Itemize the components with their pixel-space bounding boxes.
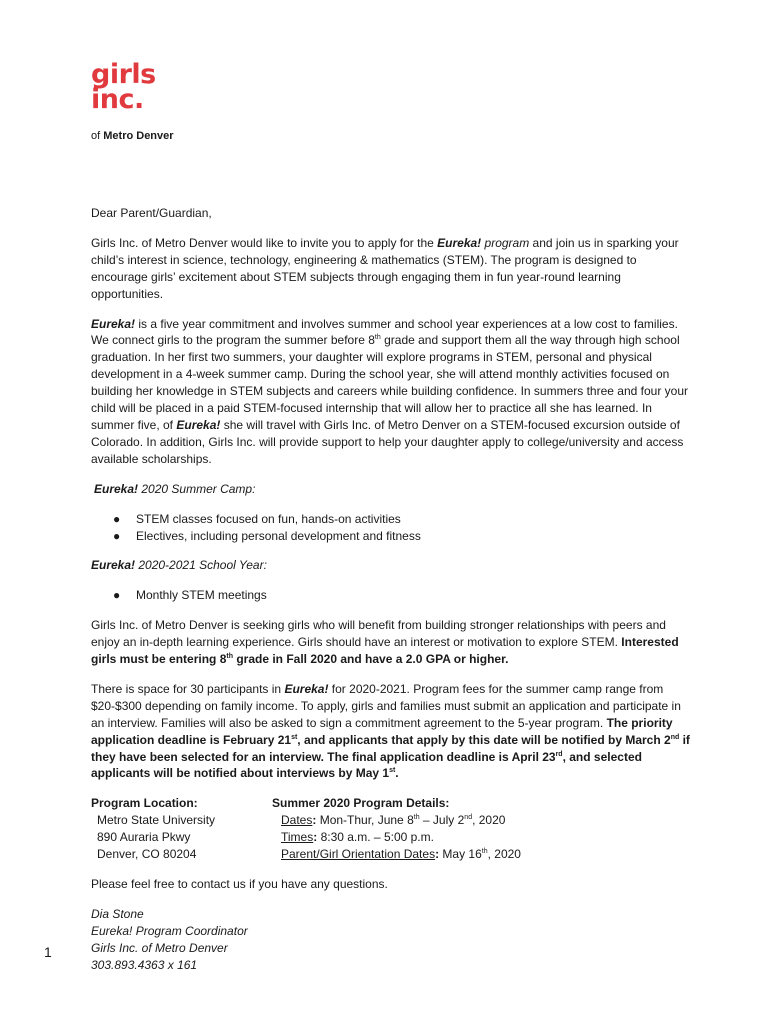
- school-year-heading: [91, 557, 691, 574]
- program-location: [91, 795, 272, 863]
- location-line: Metro State University: [97, 813, 216, 828]
- logo-region: Metro Denver: [103, 130, 174, 142]
- details-orientation: [272, 846, 672, 863]
- text: , 2020: [472, 813, 506, 828]
- details-times: [272, 829, 672, 846]
- signature-org: Girls Inc. of Metro Denver: [91, 940, 228, 955]
- text: is a five year commitment and involves summer and school year experiences at a low cost to families. We connect girls to the program the summer before 8: [91, 316, 678, 348]
- bullet-icon: ●: [113, 511, 121, 526]
- text: grade and support them all the way through high school graduation. In her first two summers, your daughter will explore programs in STEM, personal and physical development in a 4-week summer camp. During the school year, she will attend monthly activities focused on building her knowledge in STEM subjects and careers while building confidence. In summers three and four your child will be placed in a paid STEM-focused internship that will allow her to practice all she has learned. In summer five, of: [91, 333, 688, 432]
- text: Girls Inc. of Metro Denver would like to invite you to apply for the: [91, 235, 438, 250]
- text: 8:30 a.m. – 5:00 p.m.: [317, 830, 434, 845]
- bullet-icon: ●: [113, 588, 121, 603]
- logo: [91, 59, 211, 142]
- summer-camp-list: [91, 511, 691, 545]
- paragraph-program-overview: [91, 316, 691, 468]
- text: , and selected applicants will be notified about interviews by May 1: [91, 749, 642, 781]
- text: There is space for 30 participants in: [91, 681, 285, 696]
- bullet-icon: ●: [113, 528, 121, 543]
- program-location-heading: Program Location:: [91, 796, 198, 811]
- school-year-list: [91, 587, 691, 604]
- list-item-text: STEM classes focused on fun, hands-on activities: [136, 511, 401, 526]
- colon: :: [312, 813, 317, 828]
- superscript: nd: [670, 733, 680, 741]
- program-name: Eureka!: [176, 417, 221, 432]
- program-details-heading: Summer 2020 Program Details:: [272, 796, 450, 811]
- dates-label: Dates: [281, 813, 313, 828]
- program-name: Eureka!: [91, 558, 136, 573]
- superscript: th: [374, 334, 381, 342]
- page-number: 1: [44, 944, 52, 960]
- text: .: [395, 766, 399, 781]
- list-item: [91, 511, 691, 528]
- colon: :: [313, 830, 318, 845]
- superscript: th: [226, 653, 233, 661]
- text: 2020 Summer Camp:: [138, 481, 256, 496]
- superscript: nd: [464, 814, 473, 822]
- text: , 2020: [487, 847, 521, 862]
- times-label: Times: [281, 830, 314, 845]
- text: 2020-2021 School Year:: [135, 558, 267, 573]
- program-name: Eureka!: [91, 316, 136, 331]
- program-name: Eureka!: [437, 235, 482, 250]
- logo-wordmark-line1: girls: [91, 59, 156, 90]
- text: and join us in sparking your child’s interest in science, technology, engineering & mathematics (STEM). The program is designed to encourage girls’ excitement about STEM subjects through engaging them in fun year-round learning opportunities.: [91, 235, 679, 301]
- superscript: rd: [555, 750, 563, 758]
- text: grade in Fall 2020 and have a 2.0 GPA or higher.: [232, 652, 509, 667]
- closing-line: Please feel free to contact us if you have any questions.: [91, 877, 388, 891]
- paragraph-fees-deadlines: [91, 681, 691, 782]
- summer-camp-heading: [94, 481, 691, 498]
- location-line: 890 Auraria Pkwy: [97, 830, 191, 845]
- logo-subtitle: [91, 130, 211, 142]
- paragraph-intro: [91, 235, 691, 303]
- logo-of: of: [91, 130, 101, 142]
- list-item-text: Electives, including personal development and fitness: [136, 528, 421, 543]
- text: Girls Inc. of Metro Denver is seeking girls who will benefit from building stronger relationships with peers and enjoy an in-depth learning experience. Girls should have an interest or motivation to explore STEM.: [91, 618, 666, 650]
- signature-phone: 303.893.4363 x 161: [91, 957, 198, 972]
- program-details: [272, 795, 672, 863]
- greeting: Dear Parent/Guardian,: [91, 206, 212, 220]
- letter-body: [91, 205, 691, 974]
- text: for 2020-2021. Program fees for the summer camp range from $20-$300 depending on family income. To apply, girls and families must submit an application and participate in an interview. Families will also be asked to sign a commitment agreement to the 5-year program.: [91, 681, 681, 730]
- text: Interested girls must be entering 8: [91, 635, 679, 667]
- orientation-label: Parent/Girl Orientation Dates: [281, 847, 436, 862]
- location-line: Denver, CO 80204: [97, 847, 197, 862]
- signature-name: Dia Stone: [91, 906, 144, 921]
- signature-block: [91, 906, 691, 974]
- text: , and applicants that apply by this date will be notified by March 2: [297, 732, 671, 747]
- program-name: Eureka!: [284, 681, 329, 696]
- colon: :: [435, 847, 440, 862]
- text: Mon-Thur, June 8: [316, 813, 414, 828]
- program-name: Eureka!: [94, 481, 139, 496]
- paragraph-eligibility: [91, 617, 691, 668]
- signature-title: Eureka! Program Coordinator: [91, 923, 248, 938]
- text: she will travel with Girls Inc. of Metro Denver on a STEM-focused excursion outside of Colorado. In addition, Girls Inc. will provide support to help your daughter apply to college/university and access available scholarships.: [91, 417, 684, 466]
- list-item: [91, 528, 691, 545]
- superscript: st: [389, 767, 396, 775]
- list-item-text: Monthly STEM meetings: [136, 588, 267, 603]
- summer-camp-section: [91, 481, 691, 498]
- text: – July 2: [419, 813, 465, 828]
- details-dates: [272, 812, 672, 829]
- text: The priority application deadline is February 21: [91, 715, 673, 747]
- superscript: th: [413, 814, 420, 822]
- text: May 16: [439, 847, 482, 862]
- superscript: st: [291, 733, 298, 741]
- text: program: [481, 235, 530, 250]
- program-info-columns: [91, 795, 691, 863]
- superscript: th: [481, 848, 488, 856]
- logo-wordmark-line2: inc.: [91, 84, 144, 115]
- list-item: [91, 587, 691, 604]
- text: if they have been selected for an interview. The final application deadline is April 23: [91, 732, 690, 764]
